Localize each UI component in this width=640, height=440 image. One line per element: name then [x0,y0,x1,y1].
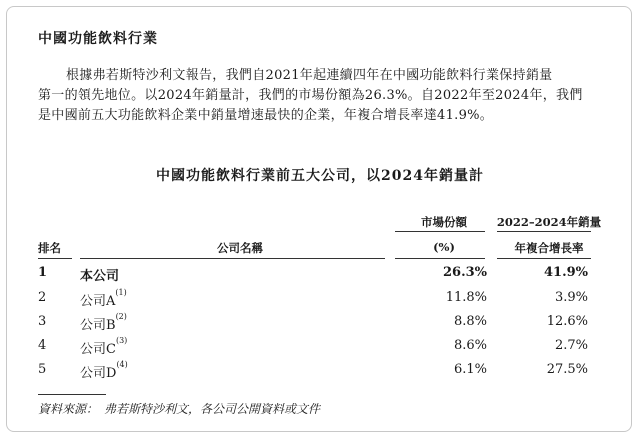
row-cagr: 2.7% [554,338,588,353]
row-company: 公司$C^{(3)}$ [80,336,128,357]
source-rule [38,394,106,395]
paragraph-line-3: 是中國前五大功能飲料企業中銷量增速最快的企業，年複合增長率達41.9%。 [38,108,494,123]
table-title: 中國功能飲料行業前五大公司，以2024年銷量計 [156,168,484,184]
row-cagr: 27.5% [546,362,588,377]
row-share: 8.6% [453,338,487,353]
header-cagr-top: 2022–2024年銷量 [496,215,602,229]
row-company: 公司$B^{(2)}$ [80,312,127,333]
header-share-rule [395,231,485,232]
company-rule [80,258,385,259]
row-rank: 1 [38,265,48,280]
row-cagr: 12.6% [546,314,588,329]
row-share: 8.8% [453,314,487,329]
cagr-rule [497,258,591,259]
section-title: 中國功能飲料行業 [38,31,158,47]
row-rank: 3 [38,314,47,329]
paragraph-line-1: 根據弗若斯特沙利文報告，我們自2021年起連續四年在中國功能飲料行業保持銷量 [66,68,553,83]
header-company: 公司名稱 [217,241,263,255]
row-cagr: 3.9% [554,290,588,305]
row-rank: 4 [38,338,47,353]
intro-paragraph [38,66,598,126]
share-rule [395,258,485,259]
row-share: 26.3% [442,265,487,280]
header-rank: 排名 [38,241,61,255]
header-cagr-rule [497,231,591,232]
header-share-unit: (%) [433,240,455,254]
row-rank: 5 [38,362,47,377]
row-company: 公司$A^{(1)}$ [80,288,127,309]
header-share: 市場份額 [421,215,467,229]
row-company: 公司$D^{(4)}$ [80,360,128,381]
rank-rule [38,258,72,259]
row-share: 11.8% [445,290,487,305]
row-rank: 2 [38,290,47,305]
paragraph-line-2: 第一的領先地位。以2024年銷量計，我們的市場份額為26.3%。自2022年至2024年，我們 [38,88,583,103]
row-share: 6.1% [453,362,487,377]
header-cagr-bottom: 年複合增長率 [514,241,584,255]
row-cagr: 41.9% [543,265,588,280]
source-note: 資料來源： 弗若斯特沙利文，各公司公開資料或文件 [38,402,321,416]
row-company: 本公司 [80,269,120,284]
